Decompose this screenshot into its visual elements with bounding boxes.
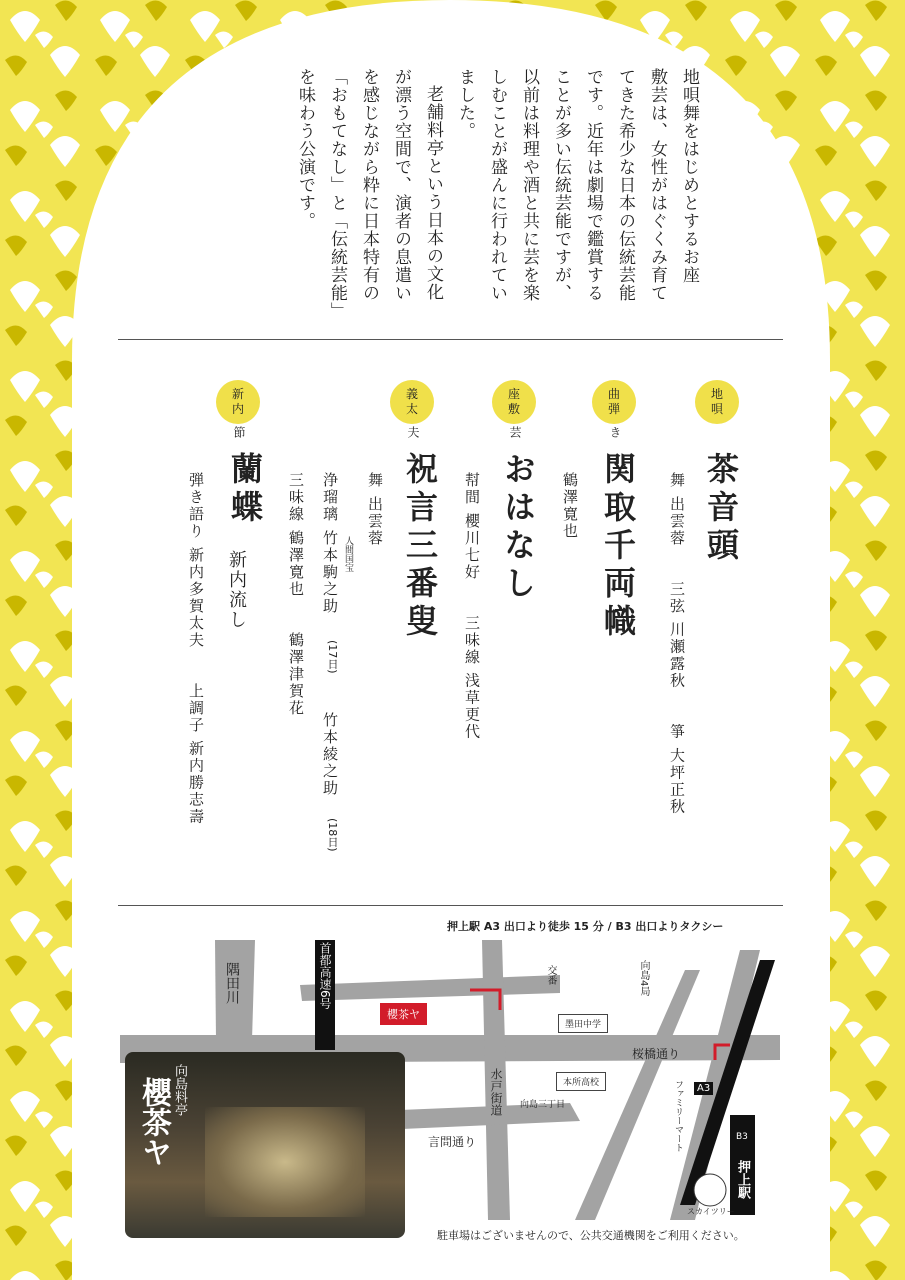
genre-char: 弾 xyxy=(607,402,620,416)
intro-paragraph xyxy=(289,68,705,338)
intro-col: ことが多い伝統芸能ですが、 xyxy=(551,68,571,302)
genre-badge xyxy=(592,380,636,424)
photo-light xyxy=(205,1107,365,1217)
genre-tail: 芸 xyxy=(508,426,522,438)
expressway-label: 首都高速6号 xyxy=(318,942,332,1010)
program-performer-line: 浄瑠璃 竹本駒之助 xyxy=(321,472,339,615)
school-marker: 本所高校 xyxy=(556,1072,606,1091)
program-title: 関取千両幟 xyxy=(599,452,637,642)
street-label: 桜橋通り xyxy=(632,1047,681,1061)
intro-col: 「おもてなし」と「伝統芸能」 xyxy=(327,68,347,320)
exit-b3-label: B3 xyxy=(736,1132,748,1142)
exit-a3-label: A3 xyxy=(694,1082,713,1095)
divider xyxy=(118,339,783,340)
intro-col: を感じながら粋に日本特有の xyxy=(359,68,379,302)
intro-col: 以前は料理や酒と共に芸を楽 xyxy=(519,68,539,302)
program-performer-line: 舞 出雲蓉 xyxy=(366,472,384,547)
genre-char: 太 xyxy=(405,402,418,416)
intro-col: が漂う空間で、演者の息遣い xyxy=(391,68,411,302)
intro-col: 敷芸は、女性がはぐくみ育て xyxy=(647,68,667,302)
access-footer: 駐車場はございませんので、公共交通機関をご利用ください。 xyxy=(437,1229,745,1242)
genre-badge xyxy=(216,380,260,424)
skytree-label: スカイツリー xyxy=(687,1207,735,1216)
street-label: 水戸街道 xyxy=(489,1068,503,1116)
program-performers: 弾き語り 新内多賀太夫 上調子 新内勝志壽 xyxy=(187,472,205,826)
genre-tail: 夫 xyxy=(406,426,420,438)
genre-badge xyxy=(492,380,536,424)
program-performers: 鶴澤寛也 xyxy=(561,472,579,540)
genre-tail: き xyxy=(608,426,622,438)
station-label: 押上駅 xyxy=(735,1160,750,1199)
intro-col: ました。 xyxy=(455,68,475,140)
genre-char: 義 xyxy=(405,387,418,401)
program-subtitle: 新内流し xyxy=(226,550,247,630)
genre-char: 曲 xyxy=(607,387,620,401)
genre-badge xyxy=(695,380,739,424)
river-label: 隅田川 xyxy=(224,962,240,1004)
genre-char: 座 xyxy=(507,387,520,401)
post-office-label: 向島4局 xyxy=(638,960,649,997)
genre-badge xyxy=(390,380,434,424)
genre-char: 新 xyxy=(231,387,244,401)
program-performer-line: 竹本綾之助 xyxy=(321,712,339,797)
divider xyxy=(118,905,783,906)
street-label: 言問通り xyxy=(428,1135,477,1149)
photo-logo-small: 向島料亭 xyxy=(172,1064,187,1116)
road-upper xyxy=(300,975,560,1001)
venue-photo xyxy=(125,1052,405,1238)
intro-col: 老舗料亭という日本の文化 xyxy=(423,85,443,301)
intro-col: てきた希少な日本の伝統芸能 xyxy=(615,68,635,302)
intro-col: です。近年は劇場で鑑賞する xyxy=(583,68,603,302)
genre-char: 敷 xyxy=(507,402,520,416)
program-title: 蘭蝶 xyxy=(226,452,264,528)
genre-tail: 節 xyxy=(232,426,246,438)
access-header: 押上駅 A3 出口より徒歩 15 分 / B3 出口よりタクシー xyxy=(447,920,724,933)
koban-label: 交番 xyxy=(545,965,556,985)
intersection-label: 向島三丁目 xyxy=(520,1100,566,1110)
program-title: 祝言三番叟 xyxy=(401,452,439,642)
store-label: ファミリーマート xyxy=(673,1080,683,1152)
venue-marker: 櫻茶ヤ xyxy=(380,1003,427,1025)
intro-col: 地唄舞をはじめとするお座 xyxy=(679,68,699,284)
program-title: 茶音頭 xyxy=(702,452,740,566)
intro-col: を味わう公演です。 xyxy=(295,68,315,230)
school-marker: 墨田中学 xyxy=(558,1014,608,1033)
photo-logo: 櫻茶ヤ xyxy=(136,1077,171,1167)
date-note: (17日) xyxy=(326,640,339,674)
living-treasure-note: 人間国宝 xyxy=(343,536,353,572)
program-performers: 幇間 櫻川七好 三味線 浅草更代 xyxy=(463,472,481,741)
program-performers: 舞 出雲蓉 三弦 川瀬露秋 箏 大坪正秋 xyxy=(668,472,686,816)
intro-col: しむことが盛んに行われてい xyxy=(487,68,507,302)
program-title: おはなし xyxy=(499,452,537,604)
date-note: (18日) xyxy=(326,818,339,852)
genre-char: 地 xyxy=(710,387,723,401)
genre-char: 内 xyxy=(231,402,244,416)
genre-char: 唄 xyxy=(710,402,723,416)
program-performer-line: 三味線 鶴澤寛也 鶴澤津賀花 xyxy=(287,472,305,717)
